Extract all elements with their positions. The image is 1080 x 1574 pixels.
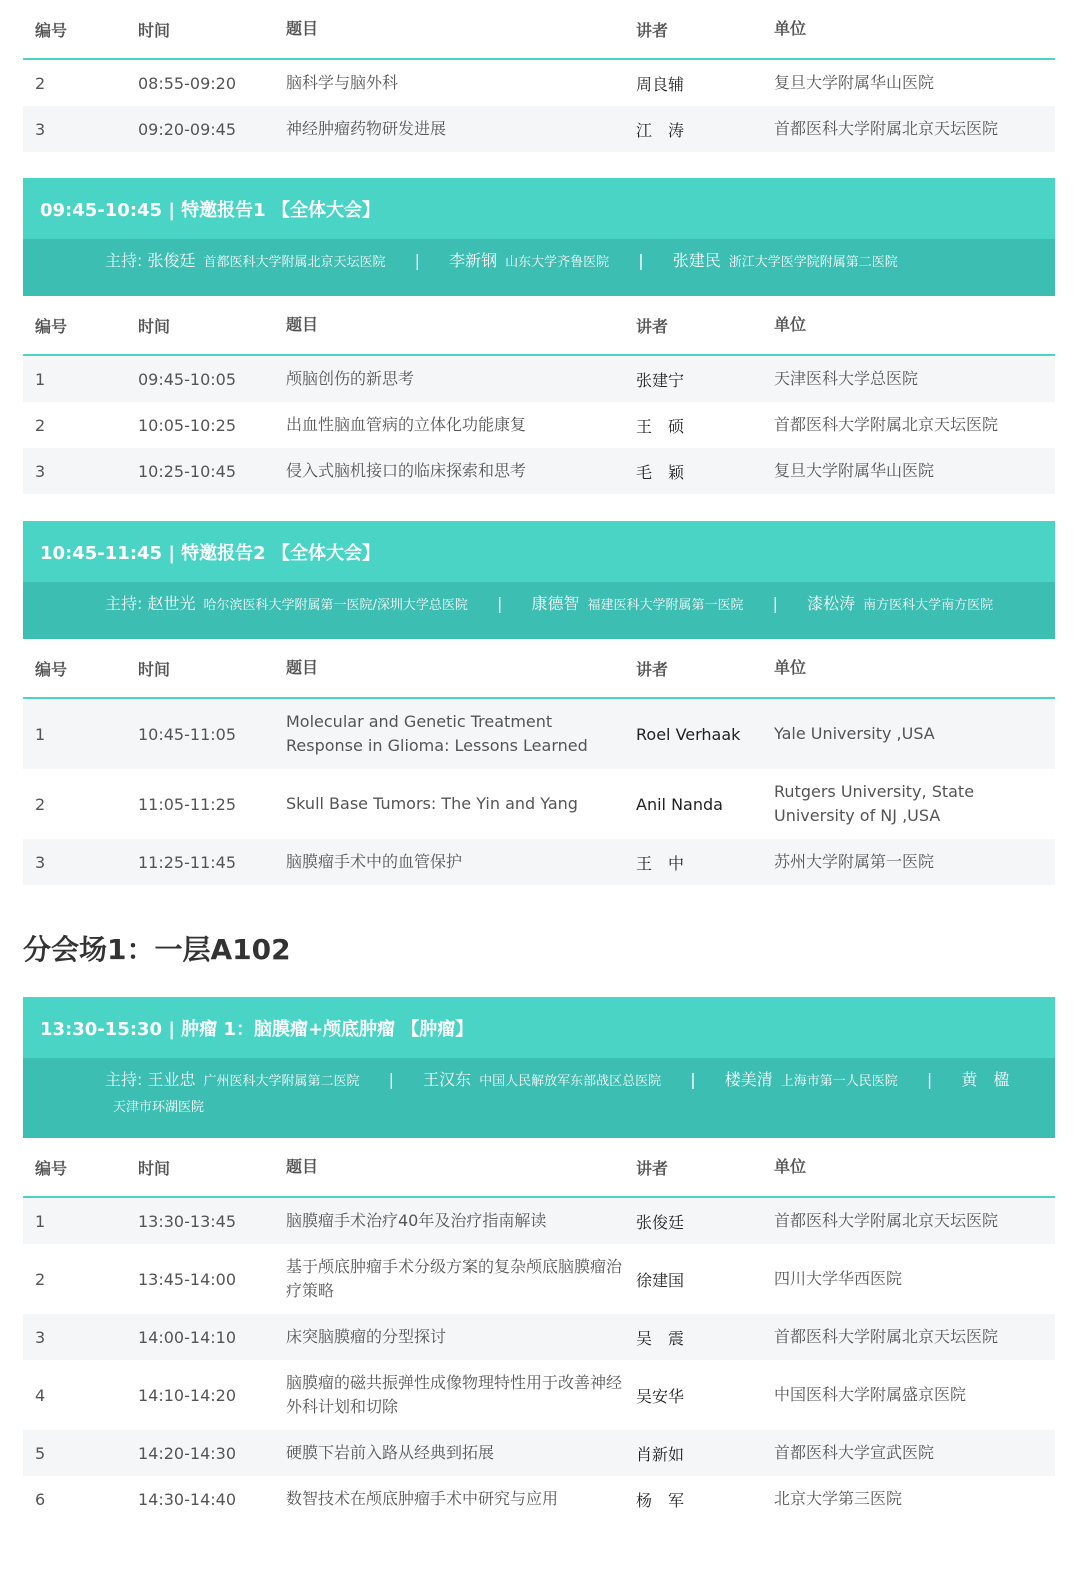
col-org: 单位: [774, 19, 807, 38]
table-row: 3 11:25-11:45 脑膜瘤手术中的血管保护 王 中 苏州大学附属第一医院: [23, 839, 1055, 885]
session-hosts: 主持: 赵世光 哈尔滨医科大学附属第一医院/深圳大学总医院 | 康德智 福建医科大学附属第一医院 | 漆松涛 南方医科大学南方医院: [23, 582, 1055, 639]
table-row: 1 13:30-13:45 脑膜瘤手术治疗40年及治疗指南解读 张俊廷 首都医科大学附属北京天坛医院: [23, 1198, 1055, 1244]
table-row: 6 14:30-14:40 数智技术在颅底肿瘤手术中研究与应用 杨 军 北京大学第三医院: [35, 1489, 903, 1510]
table-row: 3 10:25-10:45 侵入式脑机接口的临床探索和思考 毛 颖 复旦大学附属华山医院: [23, 448, 1055, 494]
table-row: 3 09:20-09:45 神经肿瘤药物研发进展 江 涛 首都医科大学附属北京天坛医院: [23, 106, 1055, 152]
session-1: [23, 178, 1055, 494]
table-row: 3 14:00-14:10 床突脑膜瘤的分型探讨 吴 震 首都医科大学附属北京天坛医院: [23, 1314, 1055, 1360]
table-row: 1 09:45-10:05 颅脑创伤的新思考 张建宁 天津医科大学总医院: [23, 356, 1055, 402]
table-header: 编号 时间 题目 讲者 单位: [23, 639, 1055, 699]
session-title: 13:30-15:30 | 肿瘤 1：脑膜瘤+颅底肿瘤 【肿瘤】: [23, 997, 1055, 1058]
table-row: 1 10:45-11:05 Molecular and Genetic Treatment Response in Glioma: Lessons Learned Roel Verhaak Yale University ,USA: [23, 699, 1055, 769]
table-header: [23, 0, 1055, 60]
session-title: 10:45-11:45 | 特邀报告2 【全体大会】: [23, 521, 1055, 582]
section-heading: 分会场1：一层A102: [23, 933, 291, 966]
session-3: [23, 997, 1055, 1522]
table-row: 4 14:10-14:20 脑膜瘤的磁共振弹性成像物理特性用于改善神经外科计划和切除 吴安华 中国医科大学附属盛京医院: [35, 1373, 967, 1416]
top-table: [23, 0, 1055, 152]
table-row: 2 08:55-09:20 脑科学与脑外科 周良辅 复旦大学附属华山医院: [35, 73, 935, 94]
session-2: [23, 521, 1055, 885]
table-row: 2 13:45-14:00 基于颅底肿瘤手术分级方案的复杂颅底脑膜瘤治疗策略 徐建国 四川大学华西医院: [35, 1257, 903, 1300]
col-time: 时间: [138, 20, 171, 40]
session-hosts: 主持: 王业忠 广州医科大学附属第二医院 | 王汉东 中国人民解放军东部战区总医院 | 楼美清 上海市第一人民医院 | 黄 楹天津市环湖医院: [23, 1058, 1055, 1138]
col-speaker: 讲者: [636, 20, 669, 40]
table-header: 编号 时间 题目 讲者 单位: [23, 1138, 1055, 1198]
session-title: 09:45-10:45 | 特邀报告1 【全体大会】: [23, 178, 1055, 239]
col-num: 编号: [35, 20, 68, 40]
session-hosts: 主持: 张俊廷 首都医科大学附属北京天坛医院 | 李新钢 山东大学齐鲁医院 | 张建民 浙江大学医学院附属第二医院: [23, 239, 1055, 296]
table-row: 2 11:05-11:25 Skull Base Tumors: The Yin and Yang Anil Nanda Rutgers University, State University of NJ ,USA: [35, 782, 975, 825]
table-row: 5 14:20-14:30 硬膜下岩前入路从经典到拓展 肖新如 首都医科大学宣武医院: [23, 1430, 1055, 1476]
table-header: 编号 时间 题目 讲者 单位: [23, 296, 1055, 356]
col-topic: 题目: [286, 19, 319, 38]
table-row: 2 10:05-10:25 出血性脑血管病的立体化功能康复 王 硕 首都医科大学附属北京天坛医院: [35, 415, 999, 436]
